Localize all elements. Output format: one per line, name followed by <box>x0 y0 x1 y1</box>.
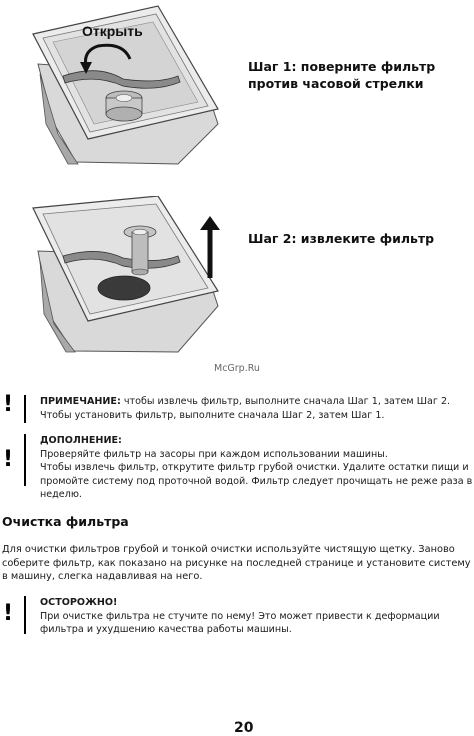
note-divider <box>24 434 26 486</box>
note-2-heading: ДОПОЛНЕНИЕ: <box>40 435 122 446</box>
caution-divider <box>24 596 26 634</box>
exclamation-icon: ! <box>3 447 14 472</box>
note-2 <box>40 434 474 502</box>
open-label: Открыть <box>82 23 143 39</box>
note-divider <box>24 395 26 423</box>
exclamation-icon: ! <box>3 601 14 626</box>
note-1-text: чтобы извлечь фильтр, выполните сначала Шаг 1, затем Шаг 2. Чтобы установить фильтр, выполните сначала Шаг 2, затем Шаг 1. <box>40 396 451 421</box>
caution-text: При очистке фильтра не стучите по нему! Это может привести к деформации фильтра и ухудшению качества работы машины. <box>40 610 440 635</box>
filter-rotate-illustration <box>28 4 223 174</box>
page-number: 20 <box>234 720 254 736</box>
filter-remove-illustration <box>28 196 223 358</box>
up-arrow-icon <box>200 216 220 278</box>
step-2-text: Шаг 2: извлеките фильтр <box>248 231 435 246</box>
caution-heading: ОСТОРОЖНО! <box>40 597 118 608</box>
section-title: Очистка фильтра <box>2 514 129 529</box>
section-paragraph: Для очистки фильтров грубой и тонкой очистки используйте чистящую щетку. Заново соберите фильтр, как показано на рисунке на последней странице и установите систему в машину, слегка надавливая на него. <box>2 544 471 583</box>
note-1-heading: ПРИМЕЧАНИЕ: <box>40 396 121 407</box>
exclamation-icon: ! <box>3 392 14 417</box>
note-2-line-2: Чтобы извлечь фильтр, открутите фильтр грубой очистки. Удалите остатки пищи и промойте систему под проточной водой. Фильтр следует прочищать не реже раза в неделю. <box>40 462 473 500</box>
watermark: McGrp.Ru <box>214 363 260 374</box>
step-1-text: Шаг 1: поверните фильтр против часовой стрелки <box>248 59 436 91</box>
note-2-line-1: Проверяйте фильтр на засоры при каждом использовании машины. <box>40 448 388 460</box>
note-1 <box>40 395 460 422</box>
caution-note <box>40 596 460 637</box>
